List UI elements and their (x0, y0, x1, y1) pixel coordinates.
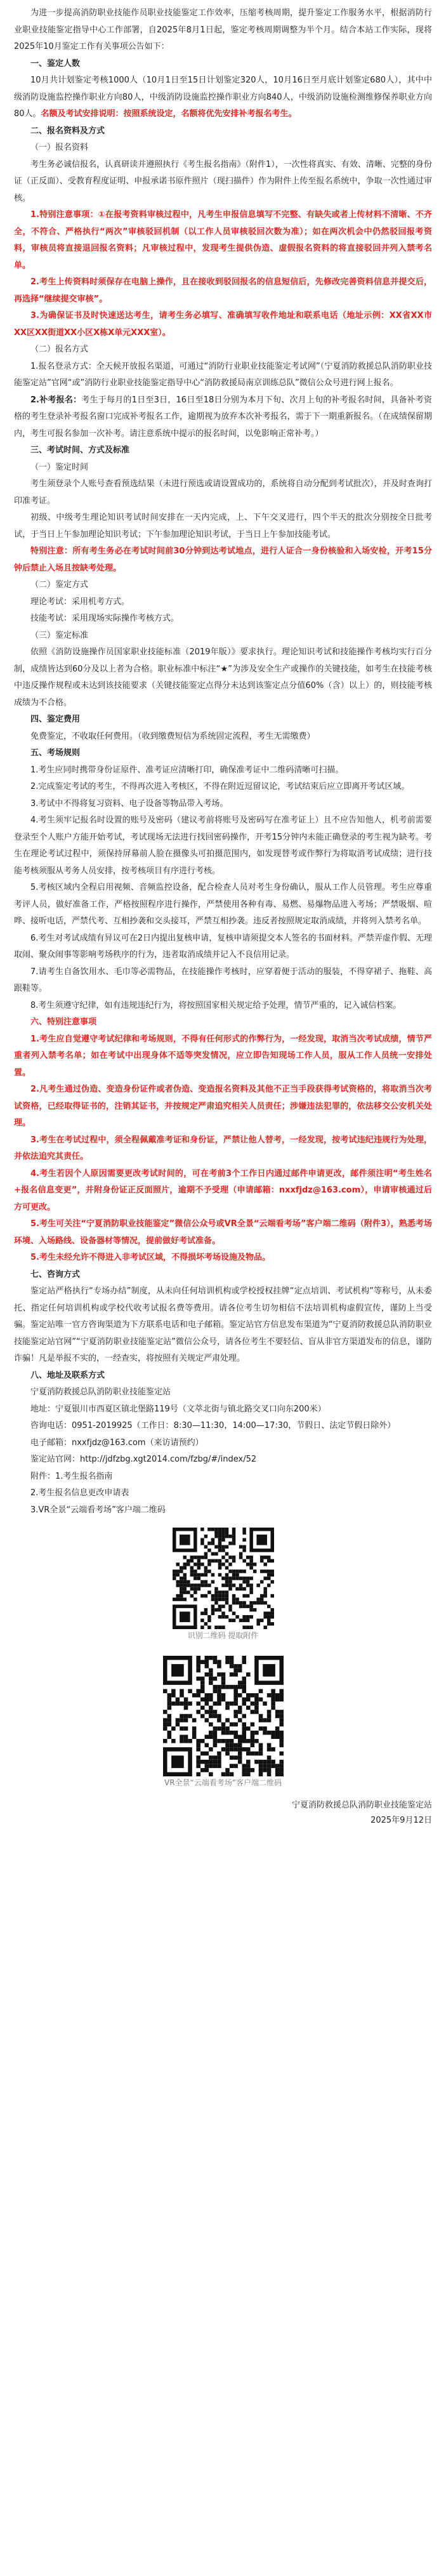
paragraph-text: 宁夏消防救援总队消防职业技能鉴定站 (30, 1387, 171, 1397)
paragraph-text: 技能考试：采用现场实际操作考核方式。 (30, 614, 180, 623)
body-paragraph (14, 812, 432, 880)
paragraph-text: 考生须登录个人账号查看预选结果（未进行预选或请设置成功的，系统将自动分配到考试批次），并及时查询打印准考证。 (14, 479, 432, 506)
paragraph-text: 考生务必诚信报名，认真研读并遵照执行《考生报名指南》（附件1），一次性将真实、有效、清晰、完整的身份证（正反面）、受教育程度证明、申报承诺书原件照片（现扫描件）作为附件上传至报名系统中，争取一次性通过审核。 (14, 159, 432, 203)
paragraph-text: 三、考试时间、方式及标准 (30, 446, 130, 455)
body-paragraph (14, 476, 432, 510)
body-paragraph (14, 1502, 432, 1519)
body-paragraph (14, 998, 432, 1015)
emphasis-text: 1.特别注意事项：①在报考资料审核过程中，凡考生申报信息填写不完整、有缺失或者上传材料不清晰、不齐全，不符合、严格执行“两次”审核驳回机制（以工作人员审核驳回次数为准）；如在两次机会中仍然驳回报考资料，审核员将直接退回报名资料；凡审核过程中，发现考生提供伪造、虚假报名资料的将直接驳回并列入禁考名单。 (14, 210, 432, 270)
body-paragraph (14, 1451, 432, 1469)
body-paragraph (14, 1485, 432, 1502)
body-paragraph (14, 1031, 432, 1082)
body-paragraph (14, 308, 432, 341)
body-paragraph (14, 5, 432, 56)
emphasis-text: 5.考生未经允许不得进入非考试区域，不得损坏考场设施及物品。 (30, 1253, 270, 1262)
paragraph-text: 电子邮箱：nxxfjdz@163.com（来访请预约） (30, 1437, 204, 1448)
body-paragraph (14, 762, 432, 779)
body-paragraph (14, 577, 432, 594)
body-paragraph (14, 1469, 432, 1486)
paragraph-text: 为进一步提高消防职业技能作员职业技能鉴定工作效率，压缩考核周期，提升鉴定工作服务水平，根据消防行业职业技能鉴定指导中心工作部署，自2025年8月1日起，鉴定考核周期调整为半个月。结合本站工作实际，现将2025年10月鉴定工作有关事项公告如下： (14, 8, 432, 51)
body-paragraph (14, 1216, 432, 1250)
body-paragraph (14, 359, 432, 392)
body-paragraph (14, 341, 432, 359)
paragraph-text: （一）报名资料 (30, 143, 89, 152)
paragraph-text: 一、鉴定人数 (30, 58, 81, 69)
announcement-body (14, 5, 432, 1519)
emphasis-text: 3.为确保证书及时快速送达考生，请考生务必填写、准确填写收件地址和联系电话（地址示例：XX省XX市XX区XX街道XX小区X栋X单元XXX室）。 (14, 311, 432, 338)
paragraph-text: 免费鉴定，不收取任何费用。（收到缴费短信为系统固定流程，考生无需缴费） (30, 731, 315, 741)
emphasis-text: 2.考生上传资料时须保存在电脑上操作，且在接收到驳回报名的信息短信后，先修改完善资料信息并提交后，再选择“继续提交审核”。 (14, 277, 432, 304)
signature-organization: 宁夏消防救援总队消防职业技能鉴定站 (291, 1800, 432, 1810)
body-paragraph (14, 594, 432, 611)
paragraph-text: 10月共计划鉴定考核1000人（10月1日至15日计划鉴定320人，10月16日至月底计划鉴定680人），其中中级消防设施监控操作职业方向80人，中级消防设施监控操作职业方向840人，中级消防设施检测维修保养职业方向80人。 (14, 76, 432, 119)
attachment-qr-code[interactable] (173, 1528, 274, 1629)
emphasis-text: 名额及考试安排说明：按照系统设定，名额将优先安排补考报名考生。 (41, 109, 297, 119)
paragraph-text: 鉴定站严格执行“专场办结”制度，从未向任何培训机构或学校授权挂牌“定点培训、考试机构”等称号，从未委托、指定任何培训机构或学校代收考试报名费等费用。请各位考生切勿相信不法培训机构虚假宣传，谨防上当受骗。鉴定站唯一官方咨询渠道为下方联系电话和电子邮箱。鉴定站官方信息发布渠道为“宁夏消防救援总队消防职业技能鉴定站官网”“宁夏消防职业技能鉴定站”微信公众号，请各位考生不要轻信、盲从非官方渠道发布的信息，谨防诈骗！凡是举报不实的，一经查实，将按照有关规定严肃处理。 (14, 1286, 432, 1363)
paragraph-text: 附件：1.考生报名指南 (30, 1471, 113, 1481)
vr-qr-caption: VR全景“云端看考场”客户端二维码 (164, 1778, 282, 1787)
body-paragraph (14, 207, 432, 274)
paragraph-text: 考生于每月的1日至3日，16日至18日分别为本月下旬、次月上旬的补考报名时间，具备补考资格的考生登录补考报名窗口完成补考报名工作，逾期视为放弃本次补考报名，需于下一期重新报名。（在成绩保留期内，考生可报名参加一次补考。请注意系统中提示的报名时间，以免影响正常补考。） (14, 395, 432, 439)
body-paragraph (14, 1166, 432, 1217)
attachment-qr-block (14, 1528, 432, 1642)
paragraph-text: 7.请考生自备饮用水、毛巾等必需物品，在技能操作考核时，应穿着便于活动的服装，不得穿裙子、拖鞋、高跟鞋等。 (14, 967, 432, 993)
paragraph-text: 地址：宁夏银川市西夏区镇北堡路119号（文萃北街与镇北路交叉口向东200米） (30, 1404, 326, 1414)
vr-qr-block (14, 1656, 432, 1789)
body-paragraph (14, 796, 432, 813)
body-paragraph (14, 880, 432, 930)
paragraph-text: 5.考核区域内全程启用视频、音频监控设备，配合检查人员对考生身份确认，服从工作人员管理。考生应尊重考评人员，做好准备工作，严格按照程序进行操作，严禁使用各种有毒、易燃、易爆物品进入考场；严禁吸烟、喧哗、接听电话，严禁代考、互相抄袭和交头接耳，严禁互相抄袭。违反者按照规定取消成绩，并将列入禁考名单。 (14, 883, 432, 926)
paragraph-text: 八、地址及联系方式 (30, 1370, 105, 1380)
paragraph-text: 咨询电话：0951-2019925（工作日：8:30—11:30，14:00—17:30，节假日、法定节假日除外） (30, 1421, 396, 1430)
body-paragraph (14, 392, 432, 443)
signature-date: 2025年9月12日 (371, 1816, 432, 1825)
body-paragraph (14, 1283, 432, 1368)
attachment-qr-caption: 识别二维码 提取附件 (187, 1631, 259, 1640)
emphasis-text: 特别注意：所有考生务必在考试时间前30分钟到达考试地点，进行人证合一身份核验和入场安检，开考15分钟后禁止入场且按缺考处理。 (14, 546, 432, 573)
section-heading (14, 745, 432, 762)
emphasis-text: 2.凡考生通过伪造、变造身份证件或者伪造、变造报名资料及其他不正当手段获得考试资格的，将取消当次考试资格，已经取得证书的，注销其证书，并按规定严肃追究相关人员责任；涉嫌违法犯罪的，依法移交公安机关处理。 (14, 1085, 432, 1128)
paragraph-text: （二）报名方式 (30, 345, 89, 354)
section-heading (14, 1368, 432, 1385)
body-paragraph (14, 1132, 432, 1166)
body-paragraph (14, 543, 432, 577)
paragraph-text: 七、咨询方式 (30, 1269, 81, 1279)
body-paragraph (14, 611, 432, 628)
body-paragraph (14, 729, 432, 746)
body-paragraph (14, 964, 432, 998)
paragraph-text: 五、考场规则 (30, 748, 81, 758)
section-heading (14, 56, 432, 73)
body-paragraph (14, 72, 432, 123)
body-paragraph (14, 1384, 432, 1401)
paragraph-text: （一）鉴定时间 (30, 462, 89, 472)
body-paragraph (14, 644, 432, 711)
section-heading (14, 1267, 432, 1284)
body-paragraph (14, 459, 432, 477)
body-paragraph (14, 628, 432, 645)
paragraph-text: 6.考生对考试成绩有异议可在2日内提出复核申请，复核申请须提交本人签名的书面材料。严禁弄虚作假、无理取闹、聚众闹事等影响考场秩序的行为，违者取消成绩并记入不良信用记录。 (14, 933, 432, 960)
paragraph-text: 理论考试：采用机考方式。 (30, 597, 130, 607)
section-heading (14, 123, 432, 140)
paragraph-text: 1.报名登录方式：全天候开放报名渠道，可通过“消防行业职业技能鉴定考试网”（宁夏消防救援总队消防职业技能鉴定站”官网“或”消防行业职业技能鉴定指导中心“消防救援局南京训练总队”微信公众号进行网上报名。 (14, 361, 432, 388)
paragraph-text: （三）鉴定标准 (30, 630, 89, 640)
section-heading (14, 711, 432, 729)
body-paragraph (14, 1418, 432, 1435)
paragraph-text: 四、鉴定费用 (30, 715, 81, 724)
body-paragraph (14, 510, 432, 543)
paragraph-text: 二、报名资料及方式 (30, 126, 105, 136)
body-paragraph (14, 1250, 432, 1267)
paragraph-text: 2.完成鉴定考试的考生，不得再次进入考核区，不得在附近逗留议论，考试结束后应立即离开考试区域。 (30, 782, 410, 791)
body-paragraph (14, 274, 432, 308)
body-paragraph (14, 140, 432, 157)
emphasis-text: 六、特别注意事项 (30, 1017, 97, 1027)
body-paragraph (14, 779, 432, 796)
body-paragraph (14, 1435, 432, 1452)
body-paragraph (14, 157, 432, 208)
body-paragraph (14, 1081, 432, 1132)
emphasis-text: 5.考生可关注“宁夏消防职业技能鉴定”微信公众号或VR全景“云端看考场”客户端二维码（附件3），熟悉考场环境、入场路线、设备器材等情况，提前做好考试准备。 (14, 1219, 432, 1246)
paragraph-text: 3.VR全景“云端看考场”客户端二维码 (30, 1505, 166, 1515)
body-paragraph (14, 930, 432, 964)
paragraph-text: 2.补考报名： (30, 395, 82, 405)
vr-exam-room-qr-code[interactable] (163, 1656, 284, 1776)
section-heading (14, 442, 432, 459)
paragraph-text: 8.考生须遵守纪律，如有违规违纪行为，将按照国家相关规定给予处理，情节严重的，记入诚信档案。 (30, 1000, 402, 1010)
paragraph-text: 4.考生须牢记报名时设置的账号及密码（建议考前将账号及密码写在准考证上）且不应告知他人，机考前需要登录至个人账户方能开始考试，考试现场无法进行找回密码操作，开考15分钟内未能正确登录的考生视为缺考。考生在理论考试过程中，须保持屏幕前人脸在摄像头可拍摄范围内，如发现替考或作弊行为将取消考试成绩；进行技能考核须服从考务人员安排，按考核项目有序进行考核。 (14, 816, 432, 876)
paragraph-text: 1.考生应同时携带身份证原件、准考证应清晰打印，确保准考证中二维码清晰可扫描。 (30, 765, 344, 775)
paragraph-text: 3.考试中不得将复习资料、电子设备等物品带入考场。 (30, 798, 228, 809)
emphasis-text: 4.考生若因个人原因需要更改考试时间的，可在考前3个工作日内通过邮件申请更改，邮件须注明“考生姓名+报名信息变更”，并附身份证正反面照片，逾期不予受理（申请邮箱：nxxfjdz@163.com），申请审核通过后方可更改。 (14, 1168, 432, 1212)
paragraph-text: 初级、中级考生理论知识考试时间安排在一天内完成，上、下午交叉进行，四个半天的批次分别按全日批考试，于当日上午参加理论知识考试；下午参加理论知识考试，于当日上午参加技能考试。 (14, 513, 432, 539)
paragraph-text: 2.考生报名信息更改申请表 (30, 1488, 129, 1498)
paragraph-text: 依照《消防设施操作员国家职业技能标准（2019年版）》要求执行。理论知识考试和技能操作考核均实行百分制，成绩皆达到60分及以上者为合格。职业标准中标注“★”为涉及安全生产或操作的关键技能，如考生在技能考核中违反操作规程或未达到该技能要求（关键技能鉴定点得分未达到该鉴定点分值60%（含）以上）的，则技能考核成绩为不合格。 (14, 647, 432, 708)
paragraph-text: （二）鉴定方式 (30, 580, 89, 590)
emphasis-text: 3.考生在考试过程中，须全程佩戴准考证和身份证，严禁让他人替考，一经发现，按考试违纪违规行为处理，并依法追究其责任。 (14, 1135, 432, 1161)
body-paragraph (14, 1401, 432, 1418)
paragraph-text: 鉴定站官网：http://jdfzbg.xgt2014.com/fzbg/#/index/52 (30, 1455, 257, 1464)
emphasis-text: 1.考生应自觉遵守考试纪律和考场规则，不得有任何形式的作弊行为，一经发现，取消当次考试成绩，情节严重者列入禁考名单；如在考试中出现身体不适等突发情况，应立即告知现场工作人员，服从工作人员统一安排处置。 (14, 1034, 432, 1078)
section-heading (14, 1014, 432, 1031)
